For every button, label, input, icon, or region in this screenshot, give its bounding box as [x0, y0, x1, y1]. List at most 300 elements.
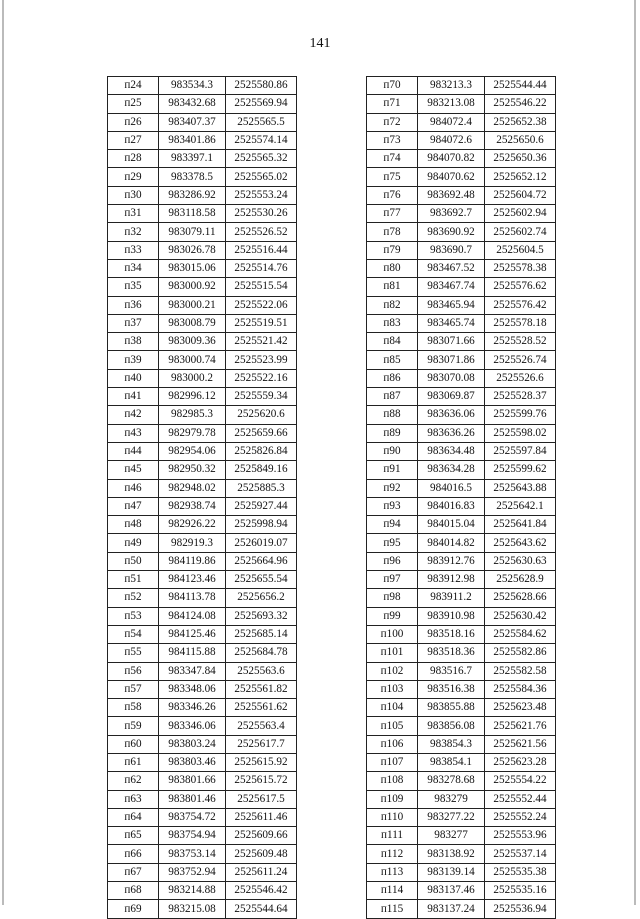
table-row — [367, 314, 556, 332]
y-coordinate-cell: 2525522.16 — [226, 369, 297, 387]
y-coordinate-cell: 2525617.7 — [226, 735, 297, 753]
point-id-cell: п89 — [367, 424, 418, 442]
point-id-cell: п24 — [108, 77, 159, 95]
x-coordinate-cell: 984072.4 — [418, 113, 485, 131]
x-coordinate-cell: 983754.94 — [159, 827, 226, 845]
point-id-cell: п27 — [108, 131, 159, 149]
x-coordinate-cell: 983278.68 — [418, 772, 485, 790]
x-coordinate-cell: 983692.7 — [418, 205, 485, 223]
table-row — [108, 644, 297, 662]
point-id-cell: п60 — [108, 735, 159, 753]
point-id-cell: п46 — [108, 479, 159, 497]
y-coordinate-cell: 2525684.78 — [226, 644, 297, 662]
x-coordinate-cell: 983911.2 — [418, 589, 485, 607]
x-coordinate-cell: 983752.94 — [159, 863, 226, 881]
point-id-cell: п102 — [367, 662, 418, 680]
point-id-cell: п44 — [108, 442, 159, 460]
point-id-cell: п111 — [367, 827, 418, 845]
y-coordinate-cell: 2525546.22 — [485, 95, 556, 113]
x-coordinate-cell: 983803.46 — [159, 753, 226, 771]
x-coordinate-cell: 984070.62 — [418, 168, 485, 186]
table-row — [367, 534, 556, 552]
y-coordinate-cell: 2525623.48 — [485, 699, 556, 717]
y-coordinate-cell: 2525584.36 — [485, 680, 556, 698]
scan-edge-right — [634, 0, 636, 905]
table-row — [367, 186, 556, 204]
point-id-cell: п78 — [367, 223, 418, 241]
point-id-cell: п110 — [367, 808, 418, 826]
table-row — [108, 406, 297, 424]
point-id-cell: п92 — [367, 479, 418, 497]
point-id-cell: п48 — [108, 516, 159, 534]
point-id-cell: п56 — [108, 662, 159, 680]
table-row — [367, 571, 556, 589]
point-id-cell: п99 — [367, 607, 418, 625]
y-coordinate-cell: 2525561.82 — [226, 680, 297, 698]
x-coordinate-cell: 983855.88 — [418, 699, 485, 717]
table-row — [367, 753, 556, 771]
y-coordinate-cell: 2525849.16 — [226, 461, 297, 479]
y-coordinate-cell: 2525693.32 — [226, 607, 297, 625]
y-coordinate-cell: 2525528.52 — [485, 333, 556, 351]
x-coordinate-cell: 983279 — [418, 790, 485, 808]
x-coordinate-cell: 983516.38 — [418, 680, 485, 698]
x-coordinate-cell: 983636.26 — [418, 424, 485, 442]
table-row — [108, 113, 297, 131]
point-id-cell: п31 — [108, 205, 159, 223]
point-id-cell: п59 — [108, 717, 159, 735]
table-row — [108, 900, 297, 918]
x-coordinate-cell: 982985.3 — [159, 406, 226, 424]
y-coordinate-cell: 2525521.42 — [226, 333, 297, 351]
x-coordinate-cell: 982979.78 — [159, 424, 226, 442]
y-coordinate-cell: 2525578.38 — [485, 259, 556, 277]
x-coordinate-cell: 983518.16 — [418, 625, 485, 643]
x-coordinate-cell: 983347.84 — [159, 662, 226, 680]
table-row — [108, 808, 297, 826]
y-coordinate-cell: 2525659.66 — [226, 424, 297, 442]
table-body — [108, 77, 297, 919]
point-id-cell: п97 — [367, 571, 418, 589]
table-row — [367, 625, 556, 643]
x-coordinate-cell: 983118.58 — [159, 205, 226, 223]
table-row — [367, 241, 556, 259]
point-id-cell: п77 — [367, 205, 418, 223]
point-id-cell: п25 — [108, 95, 159, 113]
x-coordinate-cell: 983467.52 — [418, 259, 485, 277]
table-row — [367, 223, 556, 241]
y-coordinate-cell: 2525580.86 — [226, 77, 297, 95]
point-id-cell: п84 — [367, 333, 418, 351]
x-coordinate-cell: 983467.74 — [418, 278, 485, 296]
table-row — [108, 205, 297, 223]
point-id-cell: п73 — [367, 131, 418, 149]
y-coordinate-cell: 2525652.38 — [485, 113, 556, 131]
table-row — [108, 479, 297, 497]
x-coordinate-cell: 982938.74 — [159, 497, 226, 515]
table-row — [367, 717, 556, 735]
x-coordinate-cell: 982954.06 — [159, 442, 226, 460]
table-row — [367, 259, 556, 277]
y-coordinate-cell: 2525998.94 — [226, 516, 297, 534]
table-row — [367, 735, 556, 753]
table-row — [108, 516, 297, 534]
y-coordinate-cell: 2525563.6 — [226, 662, 297, 680]
point-id-cell: п43 — [108, 424, 159, 442]
table-row — [108, 314, 297, 332]
y-coordinate-cell: 2525656.2 — [226, 589, 297, 607]
point-id-cell: п108 — [367, 772, 418, 790]
x-coordinate-cell: 982950.32 — [159, 461, 226, 479]
x-coordinate-cell: 983801.66 — [159, 772, 226, 790]
x-coordinate-cell: 983346.26 — [159, 699, 226, 717]
point-id-cell: п55 — [108, 644, 159, 662]
x-coordinate-cell: 984115.88 — [159, 644, 226, 662]
x-coordinate-cell: 983079.11 — [159, 223, 226, 241]
x-coordinate-cell: 984016.83 — [418, 497, 485, 515]
x-coordinate-cell: 983518.36 — [418, 644, 485, 662]
x-coordinate-cell: 983912.76 — [418, 552, 485, 570]
point-id-cell: п63 — [108, 790, 159, 808]
point-id-cell: п76 — [367, 186, 418, 204]
table-row — [367, 77, 556, 95]
table-row — [367, 863, 556, 881]
x-coordinate-cell: 983137.24 — [418, 900, 485, 918]
y-coordinate-cell: 2525565.5 — [226, 113, 297, 131]
table-row — [367, 388, 556, 406]
point-id-cell: п87 — [367, 388, 418, 406]
y-coordinate-cell: 2525597.84 — [485, 442, 556, 460]
point-id-cell: п86 — [367, 369, 418, 387]
point-id-cell: п88 — [367, 406, 418, 424]
page-number: 141 — [309, 36, 331, 51]
point-id-cell: п61 — [108, 753, 159, 771]
x-coordinate-cell: 984070.82 — [418, 150, 485, 168]
table-row — [108, 534, 297, 552]
table-row — [367, 552, 556, 570]
y-coordinate-cell: 2525685.14 — [226, 625, 297, 643]
y-coordinate-cell: 2525826.84 — [226, 442, 297, 460]
x-coordinate-cell: 982926.22 — [159, 516, 226, 534]
point-id-cell: п41 — [108, 388, 159, 406]
x-coordinate-cell: 984072.6 — [418, 131, 485, 149]
y-coordinate-cell: 2525519.51 — [226, 314, 297, 332]
point-id-cell: п52 — [108, 589, 159, 607]
x-coordinate-cell: 983407.37 — [159, 113, 226, 131]
x-coordinate-cell: 983856.08 — [418, 717, 485, 735]
x-coordinate-cell: 983215.08 — [159, 900, 226, 918]
point-id-cell: п40 — [108, 369, 159, 387]
point-id-cell: п91 — [367, 461, 418, 479]
table-row — [108, 699, 297, 717]
table-row — [108, 461, 297, 479]
x-coordinate-cell: 983070.08 — [418, 369, 485, 387]
y-coordinate-cell: 2525621.56 — [485, 735, 556, 753]
point-id-cell: п70 — [367, 77, 418, 95]
y-coordinate-cell: 2526019.07 — [226, 534, 297, 552]
table-row — [108, 223, 297, 241]
table-row — [108, 77, 297, 95]
point-id-cell: п53 — [108, 607, 159, 625]
point-id-cell: п105 — [367, 717, 418, 735]
x-coordinate-cell: 983690.92 — [418, 223, 485, 241]
point-id-cell: п62 — [108, 772, 159, 790]
y-coordinate-cell: 2525604.72 — [485, 186, 556, 204]
table-row — [367, 644, 556, 662]
point-id-cell: п45 — [108, 461, 159, 479]
point-id-cell: п112 — [367, 845, 418, 863]
point-id-cell: п37 — [108, 314, 159, 332]
y-coordinate-cell: 2525565.02 — [226, 168, 297, 186]
point-id-cell: п79 — [367, 241, 418, 259]
table-row — [108, 680, 297, 698]
x-coordinate-cell: 983397.1 — [159, 150, 226, 168]
table-row — [108, 186, 297, 204]
point-id-cell: п32 — [108, 223, 159, 241]
x-coordinate-cell: 983634.28 — [418, 461, 485, 479]
y-coordinate-cell: 2525664.96 — [226, 552, 297, 570]
point-id-cell: п35 — [108, 278, 159, 296]
y-coordinate-cell: 2525516.44 — [226, 241, 297, 259]
point-id-cell: п74 — [367, 150, 418, 168]
table-row — [108, 753, 297, 771]
table-row — [108, 168, 297, 186]
x-coordinate-cell: 983534.3 — [159, 77, 226, 95]
y-coordinate-cell: 2525535.38 — [485, 863, 556, 881]
table-row — [367, 589, 556, 607]
x-coordinate-cell: 982919.3 — [159, 534, 226, 552]
point-id-cell: п103 — [367, 680, 418, 698]
coordinates-table-right — [366, 76, 556, 919]
table-row — [367, 406, 556, 424]
y-coordinate-cell: 2525552.44 — [485, 790, 556, 808]
x-coordinate-cell: 983753.14 — [159, 845, 226, 863]
table-row — [367, 882, 556, 900]
y-coordinate-cell: 2525599.76 — [485, 406, 556, 424]
x-coordinate-cell: 983803.24 — [159, 735, 226, 753]
y-coordinate-cell: 2525628.66 — [485, 589, 556, 607]
x-coordinate-cell: 984119.86 — [159, 552, 226, 570]
table-row — [367, 369, 556, 387]
point-id-cell: п90 — [367, 442, 418, 460]
x-coordinate-cell: 983213.08 — [418, 95, 485, 113]
y-coordinate-cell: 2525569.94 — [226, 95, 297, 113]
x-coordinate-cell: 983348.06 — [159, 680, 226, 698]
y-coordinate-cell: 2525628.9 — [485, 571, 556, 589]
point-id-cell: п42 — [108, 406, 159, 424]
point-id-cell: п101 — [367, 644, 418, 662]
x-coordinate-cell: 983009.36 — [159, 333, 226, 351]
y-coordinate-cell: 2525535.16 — [485, 882, 556, 900]
point-id-cell: п109 — [367, 790, 418, 808]
y-coordinate-cell: 2525553.96 — [485, 827, 556, 845]
table-row — [108, 772, 297, 790]
x-coordinate-cell: 983854.3 — [418, 735, 485, 753]
y-coordinate-cell: 2525598.02 — [485, 424, 556, 442]
x-coordinate-cell: 984124.08 — [159, 607, 226, 625]
point-id-cell: п39 — [108, 351, 159, 369]
table-row — [367, 516, 556, 534]
table-row — [367, 497, 556, 515]
point-id-cell: п96 — [367, 552, 418, 570]
x-coordinate-cell: 983516.7 — [418, 662, 485, 680]
y-coordinate-cell: 2525615.92 — [226, 753, 297, 771]
point-id-cell: п69 — [108, 900, 159, 918]
y-coordinate-cell: 2525528.37 — [485, 388, 556, 406]
x-coordinate-cell: 983277 — [418, 827, 485, 845]
y-coordinate-cell: 2525927.44 — [226, 497, 297, 515]
table-row — [367, 351, 556, 369]
point-id-cell: п34 — [108, 259, 159, 277]
y-coordinate-cell: 2525641.84 — [485, 516, 556, 534]
y-coordinate-cell: 2525623.28 — [485, 753, 556, 771]
y-coordinate-cell: 2525643.62 — [485, 534, 556, 552]
point-id-cell: п82 — [367, 296, 418, 314]
table-row — [367, 113, 556, 131]
x-coordinate-cell: 983465.74 — [418, 314, 485, 332]
y-coordinate-cell: 2525620.6 — [226, 406, 297, 424]
y-coordinate-cell: 2525515.54 — [226, 278, 297, 296]
y-coordinate-cell: 2525514.76 — [226, 259, 297, 277]
table-body — [367, 77, 556, 919]
table-row — [367, 772, 556, 790]
point-id-cell: п85 — [367, 351, 418, 369]
x-coordinate-cell: 983008.79 — [159, 314, 226, 332]
point-id-cell: п50 — [108, 552, 159, 570]
point-id-cell: п71 — [367, 95, 418, 113]
x-coordinate-cell: 984123.46 — [159, 571, 226, 589]
x-coordinate-cell: 983801.46 — [159, 790, 226, 808]
table-row — [108, 662, 297, 680]
point-id-cell: п106 — [367, 735, 418, 753]
x-coordinate-cell: 983432.68 — [159, 95, 226, 113]
table-row — [108, 424, 297, 442]
x-coordinate-cell: 983910.98 — [418, 607, 485, 625]
point-id-cell: п66 — [108, 845, 159, 863]
point-id-cell: п57 — [108, 680, 159, 698]
point-id-cell: п29 — [108, 168, 159, 186]
point-id-cell: п47 — [108, 497, 159, 515]
point-id-cell: п38 — [108, 333, 159, 351]
y-coordinate-cell: 2525530.26 — [226, 205, 297, 223]
y-coordinate-cell: 2525526.6 — [485, 369, 556, 387]
table-row — [108, 589, 297, 607]
table-row — [108, 735, 297, 753]
y-coordinate-cell: 2525576.62 — [485, 278, 556, 296]
table-row — [108, 790, 297, 808]
y-coordinate-cell: 2525582.86 — [485, 644, 556, 662]
point-id-cell: п33 — [108, 241, 159, 259]
table-row — [108, 863, 297, 881]
y-coordinate-cell: 2525611.46 — [226, 808, 297, 826]
point-id-cell: п65 — [108, 827, 159, 845]
table-row — [108, 845, 297, 863]
y-coordinate-cell: 2525554.22 — [485, 772, 556, 790]
point-id-cell: п49 — [108, 534, 159, 552]
y-coordinate-cell: 2525553.24 — [226, 186, 297, 204]
y-coordinate-cell: 2525630.42 — [485, 607, 556, 625]
y-coordinate-cell: 2525552.24 — [485, 808, 556, 826]
x-coordinate-cell: 983026.78 — [159, 241, 226, 259]
point-id-cell: п75 — [367, 168, 418, 186]
x-coordinate-cell: 983000.74 — [159, 351, 226, 369]
x-coordinate-cell: 983634.48 — [418, 442, 485, 460]
table-row — [108, 296, 297, 314]
y-coordinate-cell: 2525652.12 — [485, 168, 556, 186]
table-row — [108, 625, 297, 643]
y-coordinate-cell: 2525559.34 — [226, 388, 297, 406]
y-coordinate-cell: 2525563.4 — [226, 717, 297, 735]
x-coordinate-cell: 983000.21 — [159, 296, 226, 314]
y-coordinate-cell: 2525599.62 — [485, 461, 556, 479]
x-coordinate-cell: 983138.92 — [418, 845, 485, 863]
y-coordinate-cell: 2525544.64 — [226, 900, 297, 918]
y-coordinate-cell: 2525561.62 — [226, 699, 297, 717]
x-coordinate-cell: 982996.12 — [159, 388, 226, 406]
table-row — [108, 369, 297, 387]
y-coordinate-cell: 2525565.32 — [226, 150, 297, 168]
table-row — [367, 333, 556, 351]
point-id-cell: п94 — [367, 516, 418, 534]
table-row — [108, 442, 297, 460]
table-row — [108, 882, 297, 900]
x-coordinate-cell: 983071.86 — [418, 351, 485, 369]
point-id-cell: п67 — [108, 863, 159, 881]
point-id-cell: п100 — [367, 625, 418, 643]
table-row — [108, 607, 297, 625]
table-row — [367, 808, 556, 826]
y-coordinate-cell: 2525885.3 — [226, 479, 297, 497]
y-coordinate-cell: 2525650.6 — [485, 131, 556, 149]
y-coordinate-cell: 2525650.36 — [485, 150, 556, 168]
point-id-cell: п30 — [108, 186, 159, 204]
table-row — [367, 168, 556, 186]
x-coordinate-cell: 984113.78 — [159, 589, 226, 607]
table-row — [367, 845, 556, 863]
table-row — [367, 790, 556, 808]
x-coordinate-cell: 983071.66 — [418, 333, 485, 351]
point-id-cell: п98 — [367, 589, 418, 607]
point-id-cell: п114 — [367, 882, 418, 900]
y-coordinate-cell: 2525526.74 — [485, 351, 556, 369]
table-row — [367, 278, 556, 296]
table-row — [108, 333, 297, 351]
table-row — [367, 150, 556, 168]
y-coordinate-cell: 2525578.18 — [485, 314, 556, 332]
x-coordinate-cell: 983213.3 — [418, 77, 485, 95]
table-row — [367, 205, 556, 223]
x-coordinate-cell: 983912.98 — [418, 571, 485, 589]
x-coordinate-cell: 984016.5 — [418, 479, 485, 497]
x-coordinate-cell: 983015.06 — [159, 259, 226, 277]
x-coordinate-cell: 983690.7 — [418, 241, 485, 259]
x-coordinate-cell: 983854.1 — [418, 753, 485, 771]
y-coordinate-cell: 2525584.62 — [485, 625, 556, 643]
y-coordinate-cell: 2525523.99 — [226, 351, 297, 369]
table-row — [108, 388, 297, 406]
y-coordinate-cell: 2525621.76 — [485, 717, 556, 735]
x-coordinate-cell: 983754.72 — [159, 808, 226, 826]
point-id-cell: п36 — [108, 296, 159, 314]
table-row — [108, 571, 297, 589]
table-row — [367, 296, 556, 314]
point-id-cell: п107 — [367, 753, 418, 771]
point-id-cell: п26 — [108, 113, 159, 131]
table-row — [108, 351, 297, 369]
table-row — [108, 259, 297, 277]
table-row — [108, 552, 297, 570]
x-coordinate-cell: 983139.14 — [418, 863, 485, 881]
